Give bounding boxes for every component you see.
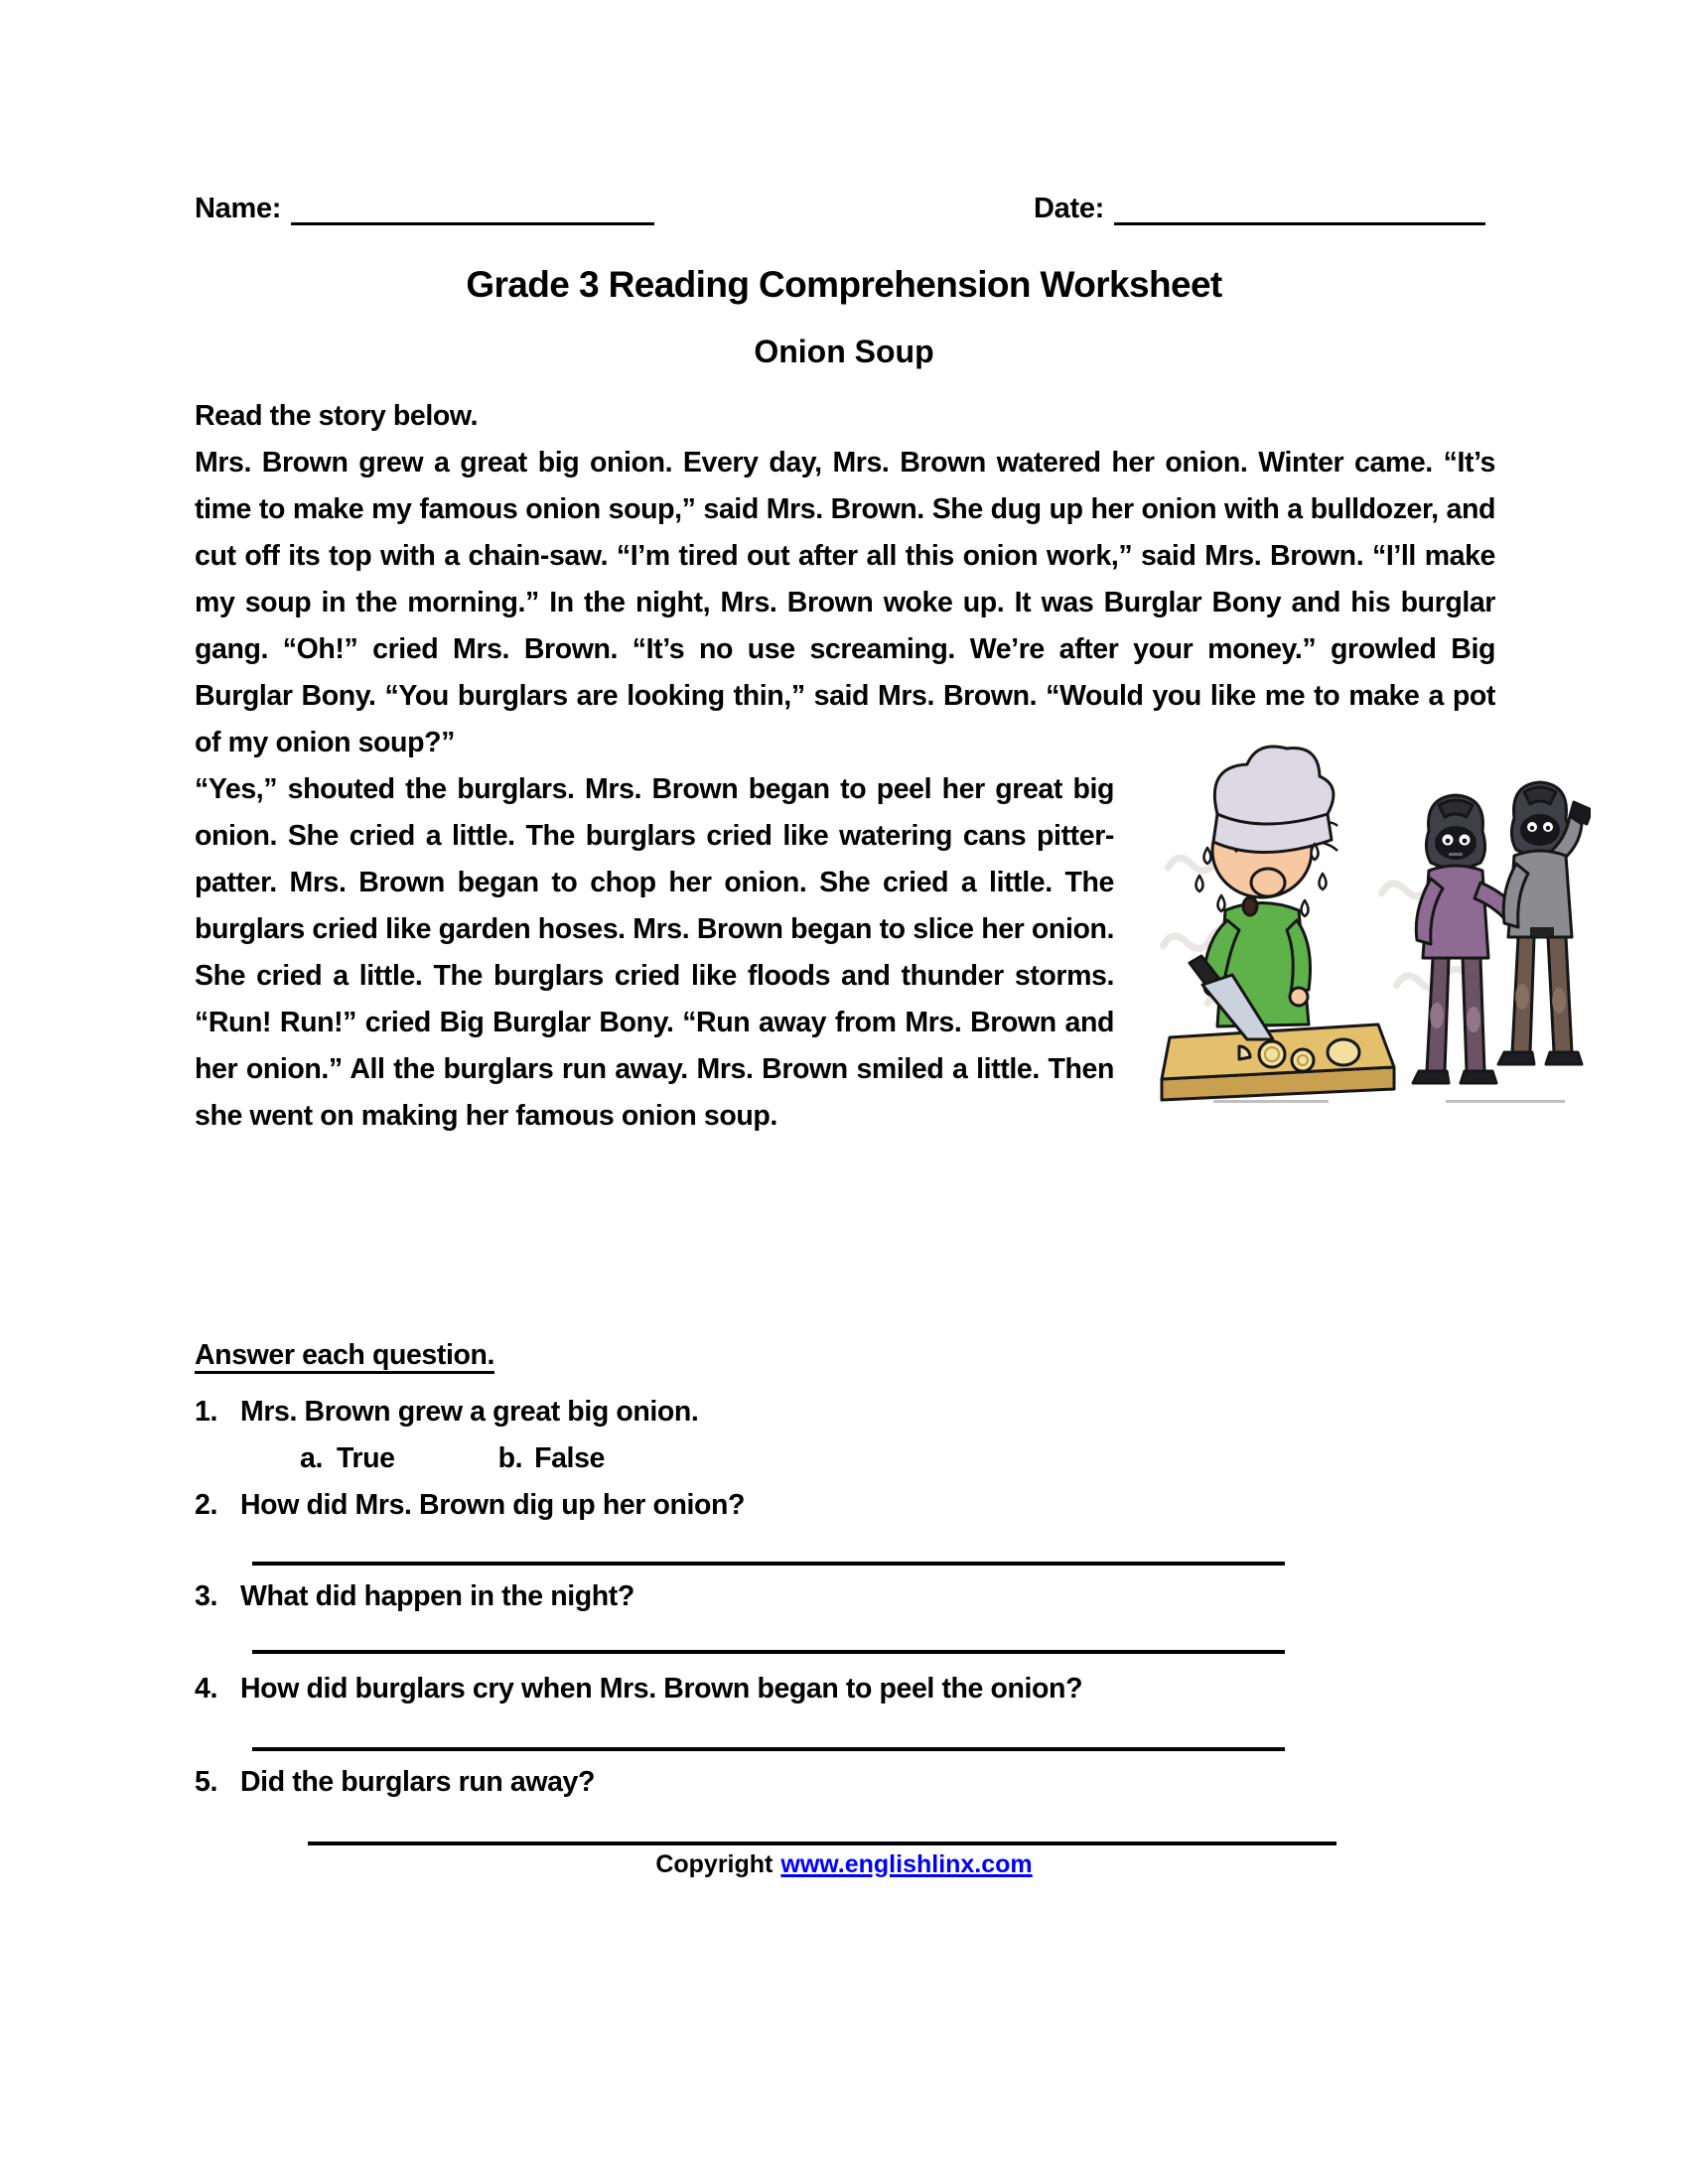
name-label: Name: [195, 193, 282, 224]
header-row [195, 189, 1485, 225]
question-4 [195, 1666, 1497, 1712]
name-field [195, 189, 654, 225]
answer-line-question-3 [252, 1650, 1285, 1654]
story-instruction: Read the story below. [195, 400, 479, 432]
answer-line-question-4 [252, 1747, 1285, 1751]
question-5-text: Did the burglars run away? [240, 1766, 595, 1798]
story-paragraph-2: “Yes,” shouted the burglars. Mrs. Brown began to peel her great big onion. She cried a little. The burglars cried like watering cans pitter-patter. Mrs. Brown began to chop her onion. She cried a little. The burglars cried like garden hoses. Mrs. Brown began to slice her onion. She cried a little. The burglars cried like floods and thunder storms. “Run! Run!” cried Big Burglar Bony. “Run away from Mrs. Brown and her onion.” All the burglars run away. Mrs. Brown smiled a little. Then she went on making her famous onion soup. [195, 773, 1114, 1132]
question-3-number: 3. [195, 1580, 217, 1612]
answer-line-question-5 [308, 1842, 1336, 1845]
questions-heading: Answer each question. [195, 1339, 495, 1371]
burglar-two-figure [1498, 782, 1591, 1064]
story-paragraph-1: Mrs. Brown grew a great big onion. Every day, Mrs. Brown watered her onion. Winter came. “It’s time to make my famous onion soup,” said Mrs. Brown. She dug up her onion with a bulldozer, and cut off its top with a chain-saw. “I’m tired out after all this onion work,” said Mrs. Brown. “I’ll make my soup in the morning.” In the night, Mrs. Brown woke up. It was Burglar Bony and his burglar gang. “Oh!” cried Mrs. Brown. “It’s no use screaming. We’re after your money.” growled Big Burglar Bony. “You burglars are looking thin,” said Mrs. Brown. “Would you like me to make a pot of my onion soup?” [195, 447, 1495, 758]
question-2-number: 2. [195, 1489, 217, 1521]
question-1-number: 1. [195, 1396, 217, 1428]
question-3-text: What did happen in the night? [240, 1580, 634, 1612]
question-5 [195, 1759, 1497, 1806]
question-1 [195, 1389, 1497, 1435]
question-4-text: How did burglars cry when Mrs. Brown began to peel the onion? [240, 1673, 1083, 1705]
date-blank-line [1114, 189, 1485, 225]
footer [0, 1850, 1688, 1879]
option-a-text: True [336, 1442, 395, 1474]
questions-section [195, 1332, 1497, 1845]
worksheet-subtitle: Onion Soup [754, 334, 934, 369]
copyright-label: Copyright [655, 1850, 774, 1878]
answer-line-question-2 [252, 1562, 1285, 1566]
date-field [1034, 189, 1485, 225]
question-1-options [300, 1435, 1497, 1482]
question-2 [195, 1482, 1497, 1529]
story-section [195, 393, 1495, 1140]
crying-cook-figure [1162, 747, 1394, 1103]
option-a-label: a. [300, 1442, 323, 1474]
question-3 [195, 1573, 1497, 1620]
story-illustration [1148, 737, 1591, 1106]
date-label: Date: [1033, 193, 1104, 224]
option-b-text: False [534, 1442, 605, 1474]
question-2-text: How did Mrs. Brown dig up her onion? [240, 1489, 746, 1521]
option-b-label: b. [497, 1442, 523, 1474]
question-4-number: 4. [195, 1673, 217, 1705]
copyright-link[interactable]: www.englishlinx.com [780, 1850, 1033, 1878]
question-5-number: 5. [195, 1766, 217, 1798]
worksheet-title: Grade 3 Reading Comprehension Worksheet [466, 264, 1222, 305]
story-paragraph-2-wrap [195, 766, 1495, 1140]
chef-hat [1214, 747, 1334, 826]
question-1-text: Mrs. Brown grew a great big onion. [240, 1396, 699, 1428]
name-blank-line [291, 189, 654, 225]
